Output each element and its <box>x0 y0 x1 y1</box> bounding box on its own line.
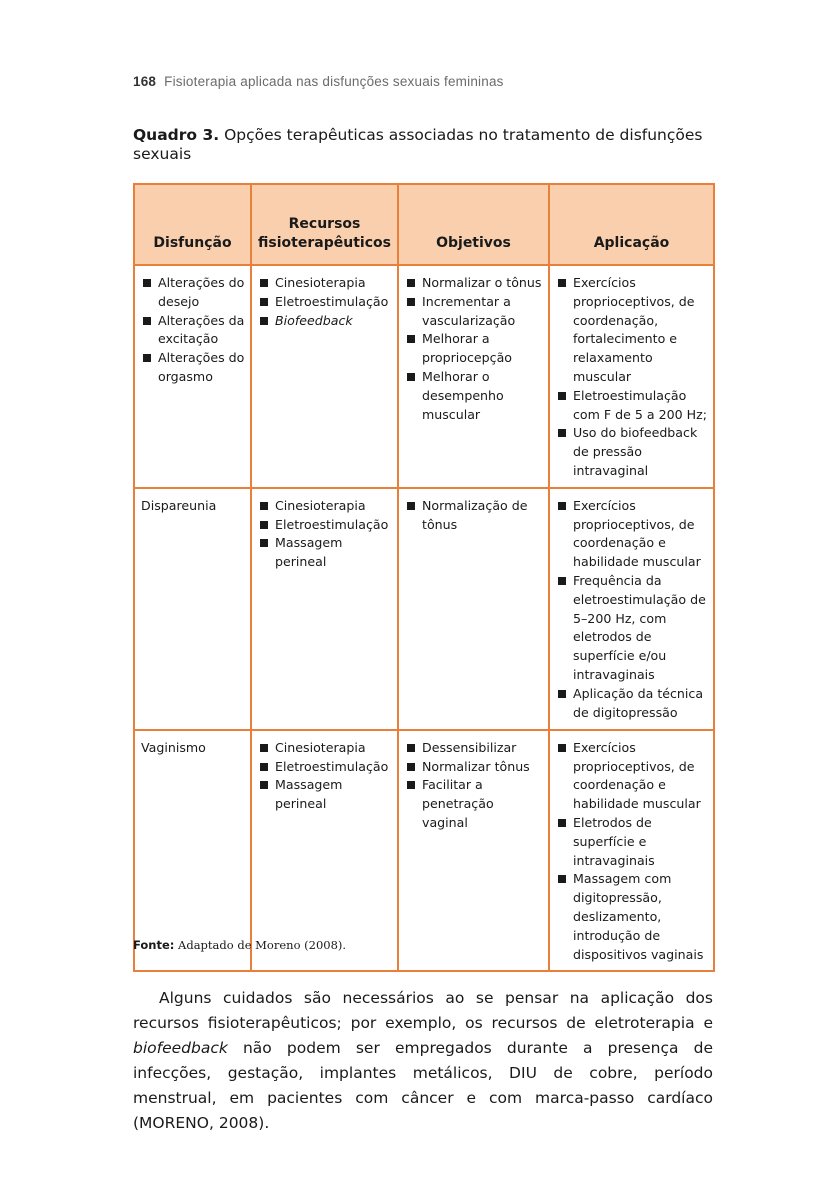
cell-disfuncao <box>134 265 251 488</box>
bullet-square-icon <box>558 744 566 752</box>
list-item: Exercícios proprioceptivos, de coordenação e habilidade muscular <box>556 739 708 814</box>
source-label: Fonte: <box>133 938 175 952</box>
page-number: 168 <box>133 74 157 89</box>
list-item: Massagem perineal <box>258 534 392 572</box>
body-paragraph: Alguns cuidados são necessários ao se pensar na aplicação dos recursos fisioterapêuticos; por exemplo, os recursos de eletroterapia e biofeedback não podem ser empregados durante a presença de infecções, gestação, implantes metálicos, DIU de cobre, período menstrual, em pacientes com câncer e com marca-passo cardíaco (MORENO, 2008). <box>133 989 713 1132</box>
bullet-square-icon <box>558 279 566 287</box>
table-row <box>134 730 714 972</box>
list-item: Biofeedback <box>258 312 392 331</box>
bullet-square-icon <box>407 744 415 752</box>
bullet-square-icon <box>558 502 566 510</box>
cell-recursos <box>251 265 398 488</box>
list-item: Exercícios proprioceptivos, de coordenação, fortalecimento e relaxamento muscular <box>556 274 708 387</box>
table-row <box>134 265 714 488</box>
bullet-square-icon <box>558 690 566 698</box>
cell-aplicacao <box>549 488 714 730</box>
cell-recursos <box>251 488 398 730</box>
therapy-options-table <box>133 183 715 972</box>
list-item: Normalizar tônus <box>405 758 543 777</box>
list-item: Alterações do desejo <box>141 274 245 312</box>
bullet-square-icon <box>558 875 566 883</box>
list-item: Eletroestimulação <box>258 293 392 312</box>
bullet-square-icon <box>407 335 415 343</box>
table-row <box>134 488 714 730</box>
bullet-square-icon <box>143 279 151 287</box>
cell-aplicacao <box>549 730 714 972</box>
bullet-square-icon <box>260 298 268 306</box>
bullet-square-icon <box>143 354 151 362</box>
source-text: Adaptado de Moreno (2008). <box>178 938 347 952</box>
bullet-square-icon <box>260 521 268 529</box>
table-header-row <box>134 184 714 265</box>
bullet-square-icon <box>260 317 268 325</box>
list-item: Normalizar o tônus <box>405 274 543 293</box>
header-aplicacao: Aplicação <box>549 184 714 265</box>
list-item: Aplicação da técnica de digitopressão <box>556 685 708 723</box>
list-item: Uso do biofeedback de pressão intravaginal <box>556 424 708 480</box>
list-item: Eletrodos de superfície e intravaginais <box>556 814 708 870</box>
bullet-square-icon <box>260 763 268 771</box>
bullet-square-icon <box>260 744 268 752</box>
list-item: Melhorar a propriocepção <box>405 330 543 368</box>
running-head <box>133 74 504 89</box>
list-item: Cinesioterapia <box>258 274 392 293</box>
cell-objetivos <box>398 265 549 488</box>
list-item: Dessensibilizar <box>405 739 543 758</box>
bullet-square-icon <box>558 429 566 437</box>
header-objetivos: Objetivos <box>398 184 549 265</box>
cell-objetivos <box>398 730 549 972</box>
list-item: Exercícios proprioceptivos, de coordenação e habilidade muscular <box>556 497 708 572</box>
header-recursos: Recursos fisioterapêuticos <box>251 184 398 265</box>
bullet-square-icon <box>407 763 415 771</box>
list-item: Massagem com digitopressão, deslizamento, introdução de dispositivos vaginais <box>556 870 708 964</box>
bullet-square-icon <box>407 279 415 287</box>
bullet-square-icon <box>407 298 415 306</box>
list-item: Normalização de tônus <box>405 497 543 535</box>
list-item: Incrementar a vascularização <box>405 293 543 331</box>
bullet-square-icon <box>143 317 151 325</box>
list-item: Eletroestimulação com F de 5 a 200 Hz; <box>556 387 708 425</box>
bullet-square-icon <box>260 781 268 789</box>
bullet-square-icon <box>558 819 566 827</box>
table-source <box>133 938 346 952</box>
cell-aplicacao <box>549 265 714 488</box>
caption-label: Quadro 3. <box>133 126 220 144</box>
list-item: Massagem perineal <box>258 776 392 814</box>
list-item: Alterações da excitação <box>141 312 245 350</box>
cell-recursos <box>251 730 398 972</box>
running-title: Fisioterapia aplicada nas disfunções sexuais femininas <box>164 74 504 89</box>
caption-text: Opções terapêuticas associadas no tratamento de disfunções sexuais <box>133 126 703 163</box>
list-item: Alterações do orgasmo <box>141 349 245 387</box>
list-item: Melhorar o desempenho muscular <box>405 368 543 424</box>
bullet-square-icon <box>260 502 268 510</box>
cell-objetivos <box>398 488 549 730</box>
bullet-square-icon <box>407 502 415 510</box>
header-disfuncao: Disfunção <box>134 184 251 265</box>
list-item: Eletroestimulação <box>258 758 392 777</box>
bullet-square-icon <box>558 577 566 585</box>
bullet-square-icon <box>260 539 268 547</box>
list-item: Cinesioterapia <box>258 739 392 758</box>
list-item: Eletroestimulação <box>258 516 392 535</box>
cell-disfuncao: Vaginismo <box>134 730 251 972</box>
bullet-square-icon <box>558 392 566 400</box>
list-item: Cinesioterapia <box>258 497 392 516</box>
table-caption <box>133 126 718 164</box>
bullet-square-icon <box>260 279 268 287</box>
bullet-square-icon <box>407 373 415 381</box>
bullet-square-icon <box>407 781 415 789</box>
list-item: Facilitar a penetração vaginal <box>405 776 543 832</box>
cell-disfuncao: Dispareunia <box>134 488 251 730</box>
list-item: Frequência da eletroestimulação de 5–200 Hz, com eletrodos de superfície e/ou intravaginais <box>556 572 708 685</box>
